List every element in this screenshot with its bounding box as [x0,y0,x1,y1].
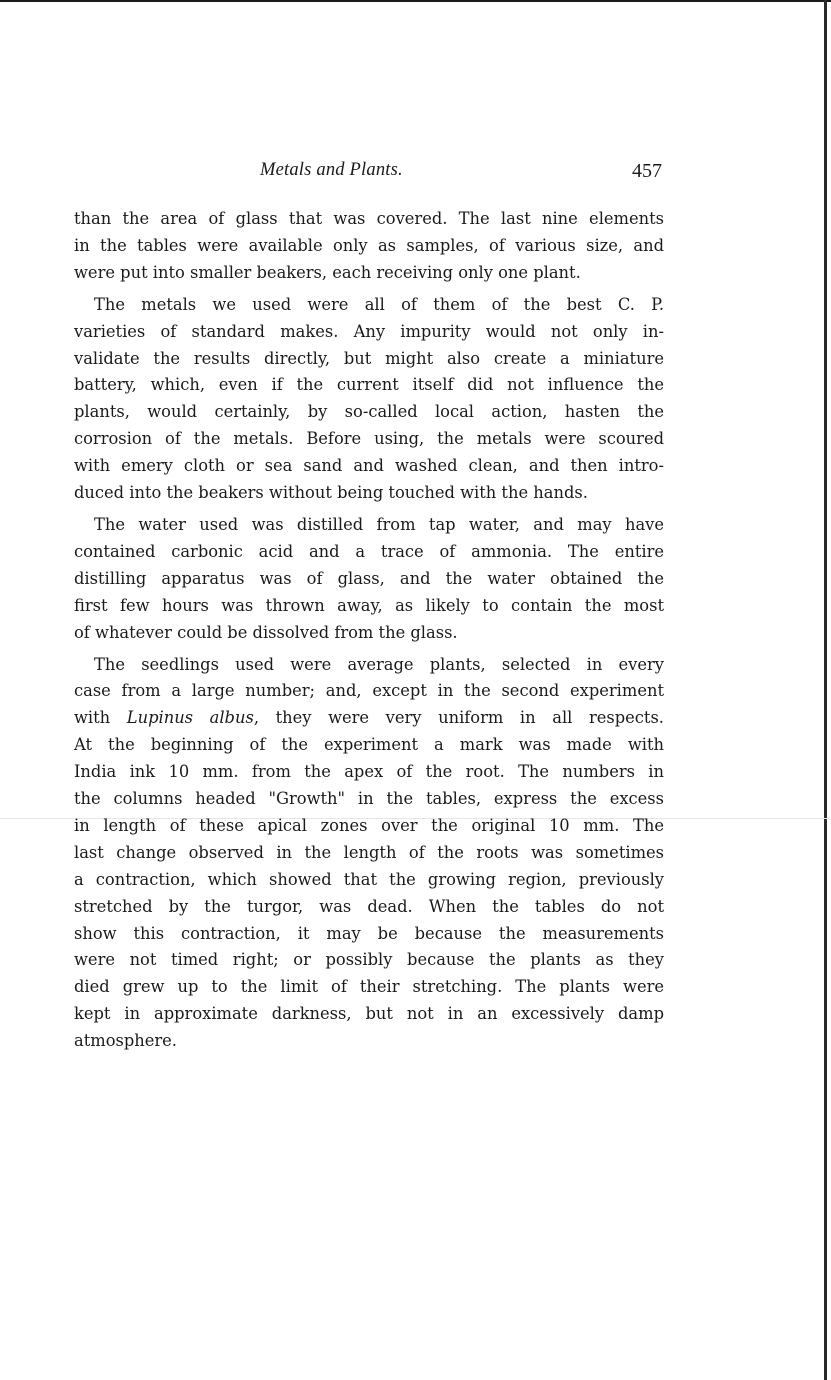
text-line: were put into smaller beakers, each receiving only one plant. [74,262,581,282]
text-line: distilling apparatus was of glass, and the water obtained the [74,568,664,588]
paragraph-3 [74,512,664,647]
body-text [74,206,664,1055]
text-line: corrosion of the metals. Before using, the metals were scoured [74,429,664,449]
text-line: with emery cloth or sea sand and washed clean, and then intro- [74,456,664,476]
text-fragment: , they were very uniform in all respects. [253,708,664,728]
text-line: last change observed in the length of the roots was sometimes [74,842,664,862]
text-line: plants, would certainly, by so-called local action, hasten the [74,402,664,422]
text-line: At the beginning of the experiment a mark was made with [74,735,664,755]
text-fragment: with [74,708,111,728]
text-line: than the area of glass that was covered. The last nine elements [74,209,664,228]
text-line-with-species [74,705,664,732]
text-line: of whatever could be dissolved from the glass. [74,622,458,642]
text-line: were not timed right; or possibly because the plants as they [74,950,664,970]
text-line: show this contraction, it may be because the measurements [74,923,664,943]
text-line: varieties of standard makes. Any impurity would not only in- [74,321,664,341]
paragraph-2 [74,292,664,507]
scan-border-top [0,0,831,2]
paragraph-4 [74,652,664,1056]
text-line: in the tables were available only as samples, of various size, and [74,235,664,255]
text-line: first few hours was thrown away, as likely to contain the most [74,595,664,615]
text-line: validate the results directly, but might also create a miniature [74,348,664,368]
text-line: kept in approximate darkness, but not in an excessively damp [74,1004,664,1024]
text-line: the columns headed "Growth" in the tables, express the excess [74,789,664,809]
book-page [74,150,664,1060]
text-line: died grew up to the limit of their stretching. The plants were [74,977,664,997]
text-line: a contraction, which showed that the growing region, previously [74,869,664,889]
running-head [74,150,664,190]
species-name: Lupinus albus [126,708,254,728]
text-line: The water used was distilled from tap water, and may have [94,514,664,534]
text-line: contained carbonic acid and a trace of ammonia. The entire [74,541,664,561]
scan-border-right [824,0,827,1380]
text-line: atmosphere. [74,1031,177,1051]
paragraph-1 [74,206,664,287]
text-line: stretched by the turgor, was dead. When the tables do not [74,896,664,916]
text-line: The seedlings used were average plants, selected in every [94,654,664,674]
text-line: battery, which, even if the current itself did not influence the [74,375,664,395]
text-line: case from a large number; and, except in the second experiment [74,681,664,701]
text-line: India ink 10 mm. from the apex of the root. The numbers in [74,762,664,782]
text-line: duced into the beakers without being touched with the hands. [74,483,588,503]
text-line: in length of these apical zones over the original 10 mm. The [74,815,664,835]
running-title: Metals and Plants. [260,160,403,180]
page-number: 457 [632,160,662,182]
text-line: The metals we used were all of them of the best C. P. [94,294,664,314]
